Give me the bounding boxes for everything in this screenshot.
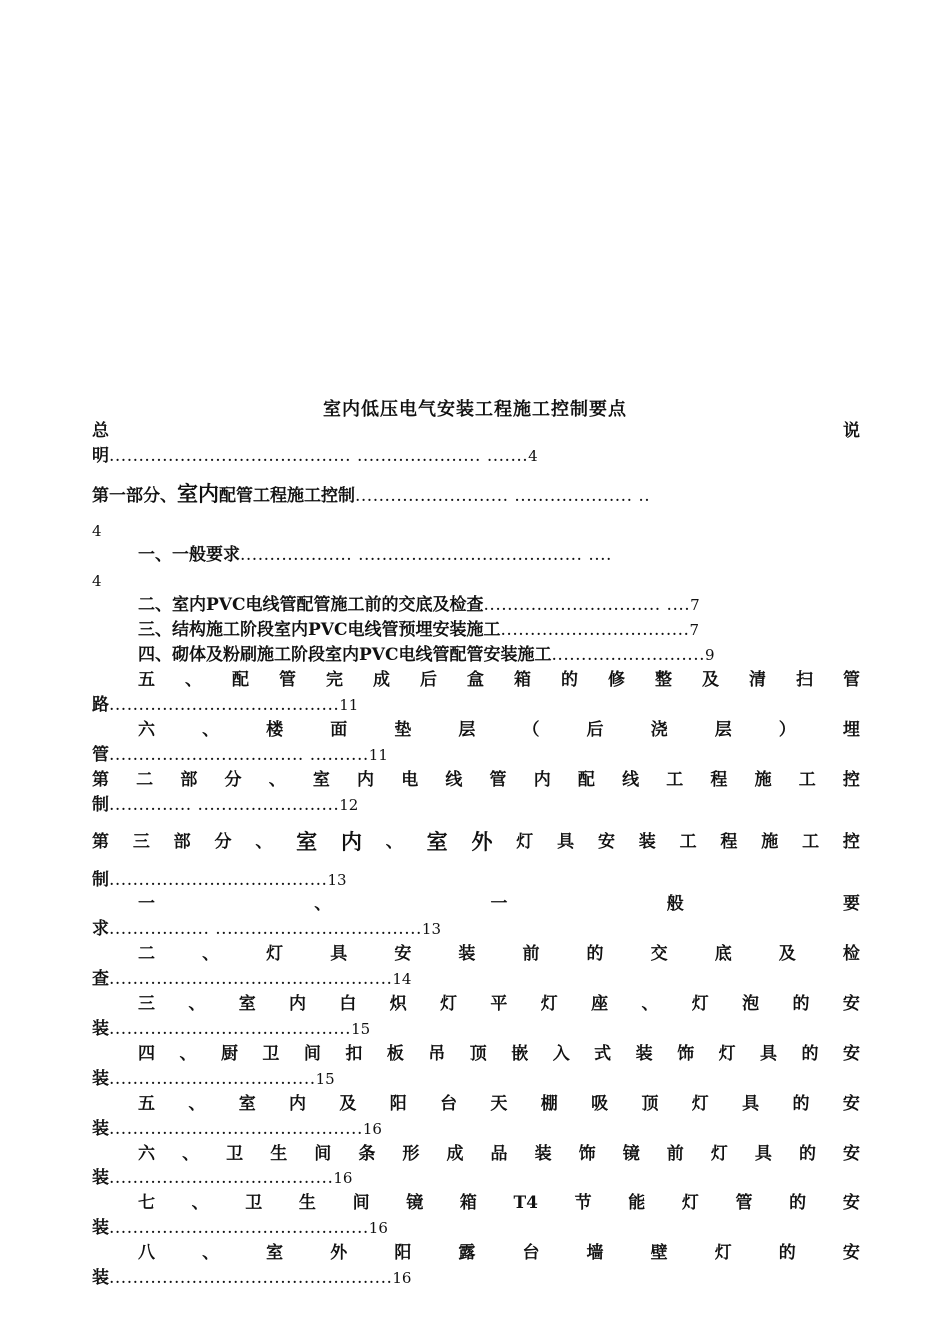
toc-char: 七 bbox=[138, 1193, 155, 1213]
toc-page-number: 7 bbox=[690, 596, 700, 614]
toc-p3-8-bottom bbox=[92, 1268, 411, 1288]
toc-char: 程 bbox=[710, 770, 728, 790]
toc-char: 、 bbox=[385, 832, 403, 852]
toc-char: 、 bbox=[641, 994, 659, 1014]
toc-char: 饰 bbox=[578, 1144, 596, 1164]
toc-char: 具 bbox=[742, 1094, 760, 1114]
toc-char: 工 bbox=[679, 832, 697, 852]
toc-char: 生 bbox=[270, 1144, 288, 1164]
toc-char: 炽 bbox=[389, 994, 407, 1014]
toc-char: 阳 bbox=[394, 1243, 412, 1263]
toc-page-number: 15 bbox=[351, 1020, 371, 1038]
toc-p3-7-top bbox=[138, 1193, 860, 1213]
toc-char: 装 bbox=[92, 1119, 109, 1139]
toc-leader: ......................................... ..................... ....... bbox=[109, 446, 529, 466]
toc-char: 节 bbox=[574, 1193, 592, 1213]
toc-char: 卫 bbox=[245, 1193, 263, 1213]
toc-char: 埋 bbox=[842, 720, 860, 740]
toc-leader: .............. ........................ bbox=[109, 795, 340, 815]
toc-char: 五 bbox=[138, 670, 155, 690]
toc-char: 程 bbox=[720, 832, 738, 852]
toc-char: 制 bbox=[92, 870, 109, 890]
toc-char: 管 bbox=[489, 770, 507, 790]
toc-char: 顶 bbox=[641, 1094, 659, 1114]
toc-leader: ................................................ bbox=[109, 1268, 393, 1288]
toc-char: 装 bbox=[92, 1168, 109, 1188]
toc-char: 查 bbox=[92, 969, 109, 989]
toc-char: 五 bbox=[138, 1094, 155, 1114]
toc-char: 、 bbox=[191, 1193, 209, 1213]
toc-char: 、 bbox=[188, 1094, 206, 1114]
toc-label: 四、砌体及粉刷施工阶段室内PVC电线管配管安装施工 bbox=[138, 645, 552, 665]
toc-label: 第一部分、 bbox=[92, 486, 177, 506]
toc-char: 配 bbox=[577, 770, 595, 790]
toc-page-number: 13 bbox=[421, 920, 441, 938]
toc-p3-4-bottom bbox=[92, 1069, 335, 1089]
toc-char: 的 bbox=[792, 994, 810, 1014]
toc-char: 后 bbox=[420, 670, 437, 690]
toc-char: 的 bbox=[798, 1144, 816, 1164]
toc-char: 要 bbox=[843, 894, 860, 914]
toc-char: 八 bbox=[138, 1243, 155, 1263]
toc-part1 bbox=[92, 481, 651, 506]
toc-char: 灯 bbox=[681, 1193, 699, 1213]
toc-char: 三 bbox=[132, 832, 150, 852]
toc-char: 内 bbox=[533, 770, 551, 790]
toc-char: 的 bbox=[561, 670, 578, 690]
toc-p3-6-top bbox=[138, 1144, 860, 1164]
toc-char: 、 bbox=[185, 670, 202, 690]
toc-char: 配 bbox=[232, 670, 249, 690]
toc-char: 台 bbox=[440, 1094, 458, 1114]
toc-char: 部 bbox=[180, 770, 198, 790]
toc-char: 灯 bbox=[516, 832, 534, 852]
toc-char: 一 bbox=[490, 894, 508, 914]
toc-char: 镜 bbox=[406, 1193, 424, 1213]
toc-page-number: 9 bbox=[705, 646, 715, 664]
toc-char: ） bbox=[778, 720, 796, 740]
toc-char: 、 bbox=[202, 944, 220, 964]
toc-char: 内 bbox=[289, 994, 307, 1014]
toc-char: 的 bbox=[789, 1193, 807, 1213]
toc-char: 具 bbox=[330, 944, 348, 964]
toc-p1-3 bbox=[138, 620, 699, 640]
toc-char: 控 bbox=[842, 770, 860, 790]
toc-char: 层 bbox=[714, 720, 732, 740]
toc-label: 一、一般要求 bbox=[138, 545, 240, 565]
toc-char: 、 bbox=[255, 832, 273, 852]
toc-char: 、 bbox=[182, 1144, 200, 1164]
toc-char: 一 bbox=[138, 894, 155, 914]
toc-char: 灯 bbox=[266, 944, 284, 964]
toc-char: 座 bbox=[591, 994, 609, 1014]
toc-general-top bbox=[92, 421, 860, 441]
toc-char: 式 bbox=[594, 1044, 612, 1064]
toc-char: 工 bbox=[798, 770, 816, 790]
toc-page-number: 7 bbox=[689, 621, 699, 639]
toc-char: 路 bbox=[92, 695, 109, 715]
toc-char: 楼 bbox=[266, 720, 284, 740]
toc-p3-5-bottom bbox=[92, 1119, 382, 1139]
toc-leader: ......................................... bbox=[109, 1019, 352, 1039]
toc-char: 的 bbox=[801, 1044, 819, 1064]
toc-char: 、 bbox=[188, 994, 206, 1014]
toc-p3-3-top bbox=[138, 994, 860, 1014]
toc-char: 间 bbox=[303, 1044, 321, 1064]
toc-char: 分 bbox=[214, 832, 232, 852]
toc-page-number: 16 bbox=[333, 1169, 353, 1187]
toc-p1-2 bbox=[138, 595, 700, 615]
toc-char: 六 bbox=[138, 1144, 155, 1164]
toc-char: 间 bbox=[314, 1144, 332, 1164]
toc-char: 、 bbox=[268, 770, 286, 790]
toc-leader: ................. ................................... bbox=[109, 919, 422, 939]
toc-leader: ................... ...................................... .... bbox=[240, 545, 612, 565]
toc-char: 施 bbox=[761, 832, 779, 852]
toc-page-number: 16 bbox=[368, 1219, 388, 1237]
toc-char: 灯 bbox=[540, 994, 558, 1014]
toc-page-number: 13 bbox=[327, 871, 347, 889]
toc-char: 三 bbox=[138, 994, 155, 1014]
toc-char: 电 bbox=[401, 770, 419, 790]
toc-char: 灯 bbox=[691, 1094, 709, 1114]
toc-char: 完 bbox=[326, 670, 343, 690]
toc-char: 箱 bbox=[514, 670, 531, 690]
toc-char: 及 bbox=[339, 1094, 357, 1114]
toc-char: 具 bbox=[557, 832, 575, 852]
toc-p3-6-bottom bbox=[92, 1168, 352, 1188]
toc-char: 室 bbox=[296, 829, 318, 854]
toc-char: 清 bbox=[749, 670, 766, 690]
toc-leader: ..................................... bbox=[109, 870, 328, 890]
toc-char: 安 bbox=[842, 1243, 860, 1263]
toc-char: 安 bbox=[842, 1094, 860, 1114]
toc-char: 具 bbox=[760, 1044, 778, 1064]
toc-part2-bottom bbox=[92, 795, 358, 815]
toc-leader: ................................ bbox=[500, 620, 690, 640]
toc-p1-1 bbox=[138, 545, 612, 565]
toc-char: 二 bbox=[136, 770, 154, 790]
toc-page-number: 4 bbox=[92, 522, 102, 540]
toc-char: 扣 bbox=[345, 1044, 363, 1064]
toc-char: 般 bbox=[666, 894, 684, 914]
toc-char: 装 bbox=[92, 1218, 109, 1238]
toc-char: 前 bbox=[522, 944, 540, 964]
toc-p3-1-bottom bbox=[92, 919, 441, 939]
toc-char: 台 bbox=[522, 1243, 540, 1263]
toc-char: 间 bbox=[352, 1193, 370, 1213]
toc-part2-top bbox=[92, 770, 860, 790]
toc-char: 灯 bbox=[440, 994, 458, 1014]
toc-char: 吊 bbox=[428, 1044, 446, 1064]
toc-char: 垫 bbox=[394, 720, 412, 740]
toc-char: 室 bbox=[266, 1243, 284, 1263]
toc-leader: .......................... bbox=[551, 645, 706, 665]
toc-char: 卫 bbox=[262, 1044, 280, 1064]
toc-char: 条 bbox=[358, 1144, 376, 1164]
toc-char: 棚 bbox=[540, 1094, 558, 1114]
toc-page-number: 16 bbox=[392, 1269, 412, 1287]
toc-char: 控 bbox=[842, 832, 860, 852]
toc-char: 、 bbox=[202, 720, 220, 740]
toc-char: 管 bbox=[92, 745, 109, 765]
toc-p3-3-bottom bbox=[92, 1019, 370, 1039]
toc-char: 嵌 bbox=[511, 1044, 529, 1064]
toc-char: 求 bbox=[92, 919, 109, 939]
toc-char: 第 bbox=[92, 832, 109, 852]
toc-leader: ................................. .......... bbox=[109, 745, 369, 765]
toc-leader: ....................................... bbox=[109, 695, 340, 715]
toc-char: 露 bbox=[458, 1243, 476, 1263]
toc-page-number: 11 bbox=[368, 746, 388, 764]
toc-leader: ........................................... bbox=[109, 1119, 363, 1139]
toc-char: 内 bbox=[357, 770, 375, 790]
toc-char: 面 bbox=[330, 720, 348, 740]
toc-char: 底 bbox=[714, 944, 732, 964]
toc-char: 装 bbox=[92, 1019, 109, 1039]
toc-char: 说 bbox=[843, 421, 860, 441]
toc-char: 阳 bbox=[389, 1094, 407, 1114]
toc-general-bottom bbox=[92, 446, 538, 466]
toc-char: 制 bbox=[92, 795, 109, 815]
toc-char: 装 bbox=[92, 1268, 109, 1288]
toc-leader: ...................................... bbox=[109, 1168, 334, 1188]
toc-char: 镜 bbox=[622, 1144, 640, 1164]
toc-char: 线 bbox=[622, 770, 640, 790]
toc-char: 部 bbox=[173, 832, 191, 852]
document-title: 室内低压电气安装工程施工控制要点 bbox=[323, 399, 627, 420]
toc-leader: ............................................ bbox=[109, 1218, 369, 1238]
toc-char: 入 bbox=[552, 1044, 570, 1064]
toc-char: T4 bbox=[513, 1193, 538, 1213]
toc-label: 二、室内PVC电线管配管施工前的交底及检查 bbox=[138, 595, 484, 615]
toc-char: 室 bbox=[238, 1094, 256, 1114]
toc-char: 内 bbox=[340, 829, 362, 854]
toc-page-number: 12 bbox=[339, 796, 359, 814]
toc-page-number: 4 bbox=[528, 447, 538, 465]
toc-char: 墙 bbox=[586, 1243, 604, 1263]
toc-char: 前 bbox=[666, 1144, 684, 1164]
toc-char: 盒 bbox=[467, 670, 484, 690]
toc-char: （ bbox=[522, 720, 540, 740]
toc-char: 装 bbox=[534, 1144, 552, 1164]
toc-char: 整 bbox=[655, 670, 672, 690]
toc-char: 灯 bbox=[710, 1144, 728, 1164]
toc-char: 分 bbox=[224, 770, 242, 790]
toc-char: 装 bbox=[638, 832, 656, 852]
toc-char: 的 bbox=[586, 944, 604, 964]
toc-char: 装 bbox=[458, 944, 476, 964]
toc-label: 三、结构施工阶段室内PVC电线管预埋安装施工 bbox=[138, 620, 501, 640]
toc-char: 检 bbox=[842, 944, 860, 964]
toc-char: 扫 bbox=[796, 670, 813, 690]
toc-char: 工 bbox=[666, 770, 684, 790]
toc-char: 施 bbox=[754, 770, 772, 790]
toc-char: 层 bbox=[458, 720, 476, 740]
toc-char: 天 bbox=[490, 1094, 508, 1114]
toc-char: 室 bbox=[312, 770, 330, 790]
toc-char: 饰 bbox=[677, 1044, 695, 1064]
toc-char: 灯 bbox=[714, 1243, 732, 1263]
toc-char: 卫 bbox=[226, 1144, 244, 1164]
toc-label-large: 室内 bbox=[177, 481, 219, 506]
toc-char: 厨 bbox=[220, 1044, 238, 1064]
toc-p3-7-bottom bbox=[92, 1218, 388, 1238]
toc-char: 及 bbox=[778, 944, 796, 964]
toc-char: 生 bbox=[298, 1193, 316, 1213]
toc-label: 配管工程施工控制 bbox=[219, 486, 355, 506]
toc-char: 成 bbox=[446, 1144, 464, 1164]
toc-char: 装 bbox=[92, 1069, 109, 1089]
toc-page-number: 4 bbox=[92, 572, 102, 590]
toc-page-number: 11 bbox=[339, 696, 359, 714]
toc-p1-6-bottom bbox=[92, 745, 388, 765]
toc-leader: ................................................ bbox=[109, 969, 393, 989]
toc-char: 管 bbox=[279, 670, 296, 690]
toc-char: 安 bbox=[842, 994, 860, 1014]
toc-char: 的 bbox=[778, 1243, 796, 1263]
toc-char: 能 bbox=[628, 1193, 646, 1213]
toc-char: 成 bbox=[373, 670, 390, 690]
toc-char: 箱 bbox=[459, 1193, 477, 1213]
toc-part3-top bbox=[92, 829, 860, 854]
toc-page-number: 14 bbox=[392, 970, 412, 988]
toc-p1-5-top bbox=[138, 670, 860, 690]
toc-char: 总 bbox=[92, 421, 109, 441]
toc-char: 浇 bbox=[650, 720, 668, 740]
toc-char: 灯 bbox=[691, 994, 709, 1014]
toc-char: 灯 bbox=[718, 1044, 736, 1064]
toc-char: 、 bbox=[314, 894, 332, 914]
toc-char: 安 bbox=[597, 832, 615, 852]
toc-char: 线 bbox=[445, 770, 463, 790]
toc-char: 安 bbox=[842, 1044, 860, 1064]
toc-char: 、 bbox=[179, 1044, 197, 1064]
toc-char: 第 bbox=[92, 770, 109, 790]
toc-p3-4-top bbox=[138, 1044, 860, 1064]
toc-char: 室 bbox=[426, 829, 448, 854]
toc-char: 白 bbox=[339, 994, 357, 1014]
toc-page-number: 16 bbox=[362, 1120, 382, 1138]
toc-char: 具 bbox=[754, 1144, 772, 1164]
toc-char: 板 bbox=[386, 1044, 404, 1064]
toc-p1-5-bottom bbox=[92, 695, 358, 715]
toc-part3-bottom bbox=[92, 870, 347, 890]
toc-char: 六 bbox=[138, 720, 155, 740]
toc-char: 管 bbox=[735, 1193, 753, 1213]
toc-char: 工 bbox=[802, 832, 820, 852]
toc-char: 顶 bbox=[469, 1044, 487, 1064]
toc-char: 外 bbox=[330, 1243, 348, 1263]
toc-char: 外 bbox=[471, 829, 493, 854]
toc-leader: ................................... bbox=[109, 1069, 316, 1089]
toc-char: 交 bbox=[650, 944, 668, 964]
toc-char: 安 bbox=[394, 944, 412, 964]
toc-char: 品 bbox=[490, 1144, 508, 1164]
toc-char: 平 bbox=[490, 994, 508, 1014]
toc-char: 安 bbox=[842, 1193, 860, 1213]
toc-p3-1-top bbox=[138, 894, 860, 914]
toc-leader: .......................... .................... .. bbox=[355, 486, 651, 506]
toc-char: 吸 bbox=[591, 1094, 609, 1114]
toc-char: 装 bbox=[635, 1044, 653, 1064]
toc-p3-5-top bbox=[138, 1094, 860, 1114]
toc-char: 及 bbox=[702, 670, 719, 690]
toc-char: 安 bbox=[843, 1144, 860, 1164]
toc-char: 明 bbox=[92, 446, 109, 466]
toc-char: 壁 bbox=[650, 1243, 668, 1263]
toc-p3-8-top bbox=[138, 1243, 860, 1263]
toc-p3-2-bottom bbox=[92, 969, 411, 989]
toc-char: 的 bbox=[792, 1094, 810, 1114]
toc-char: 泡 bbox=[742, 994, 760, 1014]
toc-p3-2-top bbox=[138, 944, 860, 964]
toc-p1-6-top bbox=[138, 720, 860, 740]
toc-char: 四 bbox=[138, 1044, 155, 1064]
toc-char: 二 bbox=[138, 944, 155, 964]
toc-char: 室 bbox=[238, 994, 256, 1014]
toc-char: 后 bbox=[586, 720, 604, 740]
toc-leader: .............................. .... bbox=[483, 595, 691, 615]
toc-char: 内 bbox=[289, 1094, 307, 1114]
toc-p1-4 bbox=[138, 645, 715, 665]
toc-char: 管 bbox=[843, 670, 860, 690]
toc-char: 修 bbox=[608, 670, 625, 690]
toc-page-number: 15 bbox=[315, 1070, 335, 1088]
toc-char: 形 bbox=[402, 1144, 420, 1164]
toc-char: 、 bbox=[202, 1243, 220, 1263]
